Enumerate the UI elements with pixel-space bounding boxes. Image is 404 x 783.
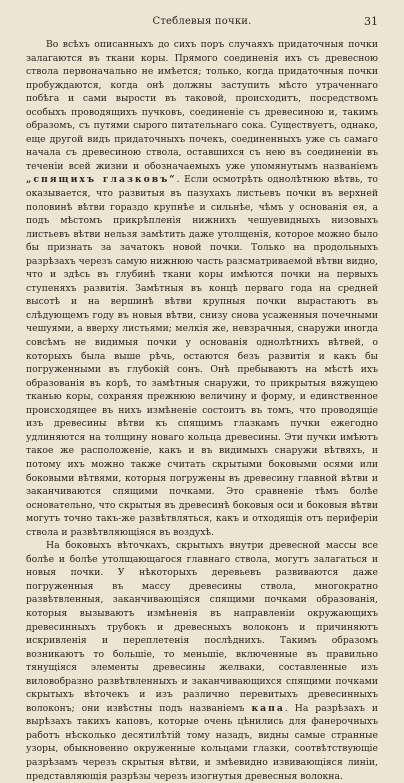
paragraph-1-text-end: . Если осмотрѣть однолѣтнюю вѣтвь, то оказывается, что развитыя въ пазухахъ листьевъ почки въ верхней половинѣ вѣтви гораздо крупнѣе и сильнѣе, чѣмъ у основанія ея, а подъ мѣстомъ прикрѣпленія нижнихъ чешуевидныхъ низовыхъ листьевъ вѣтви нельзя замѣтить даже утолщенія, которое можно было бы признать за зачатокъ новой почки. Только на продольныхъ разрѣзахъ черезъ самую нижнюю часть разсматриваемой вѣтви видно, что и здѣсь въ глубинѣ ткани коры имѣются почки на первыхъ ступеняхъ развитія. Замѣтныя въ концѣ перваго года на средней высотѣ и на вершинѣ вѣтви крупныя почки вырастаютъ въ слѣдующемъ году въ новыя вѣтви, снизу снова усаженныя почечными чешуями, а вверху листьями; мелкія же, невзрачныя, снаружи иногда совсѣмъ не видимыя почки у основанія однолѣтнихъ вѣтвей, о которыхъ была выше рѣчь, остаются безъ развитія и какъ бы погруженными въ глубокій сонъ. Онѣ пребываютъ на мѣстѣ ихъ образованія въ корѣ, то замѣтныя снаружи, то прикрытыя вяжущею тканью коры, сохраняя прежнюю величину и форму, и единственное происходящее въ нихъ измѣненіе состоитъ въ томъ, что проводящіе изъ древесины вѣтви къ спящимъ глазкамъ пучки ежегодно удлиняются на толщину новаго кольца древесины. Эти пучки имѣютъ такое же расположеніе, какъ и въ видимыхъ снаружи вѣтвяхъ, и потому ихъ можно также считать скрытыми боковыми осями или боковыми вѣтвями, которыя погружены въ древесину главной вѣтви и заканчиваются спящими почками. Это сравненіе тѣмъ болѣе основательно, что скрытыя въ древесинѣ боковыя оси и боковыя вѣтви могутъ точно такъ-же развѣтвляться, какъ и отходящія отъ периферіи ствола и развѣтвляющіяся въ воздухѣ.: [26, 174, 379, 538]
running-title: Стеблевыя почки.: [152, 16, 252, 27]
paragraph-2-emphasis: капа: [251, 702, 285, 714]
paragraph-2-text-start: На боковыхъ вѣточкахъ, скрытыхъ внутри древесной массы все болѣе и болѣе утолщающагося главнаго ствола, могутъ залагаться и новыя почки. У нѣкоторыхъ деревьевъ развиваются даже погруженныя въ массу древесины ствола, многократно развѣтвленныя, заканчивающіяся спящими почками образованія, которыя вызываютъ измѣненія въ направленіи окружающихъ древесинныхъ трубокъ и древесныхъ волоконъ и причиняютъ искривленія и переплетенія послѣднихъ. Такимъ образомъ возникаютъ то большіе, то меньшіе, включенные въ правильно тянущіяся элементы древесины желваки, составленные изъ виловобразно развѣтвленныхъ и заканчивающихся спящими почками скрытыхъ вѣточекъ и изъ различно перевитыхъ древесинныхъ волоконъ; они извѣстны подъ названіемъ: [26, 540, 378, 714]
page-number: 31: [364, 15, 378, 28]
paragraph-1: [26, 38, 378, 539]
page-header: [26, 14, 378, 32]
paragraph-2-text-end: . На разрѣзахъ и вырѣзахъ такихъ каповъ, которые очень цѣнились для фанерочныхъ работъ нѣсколько десятилѣтій тому назадъ, видны самые странные узоры, обыкновенно окруженные кольцами глазки, соотвѣтствующіе разрѣзамъ черезъ скрытыя вѣтви, и змѣевидно извивающіяся линіи, представляющія разрѣзы черезъ изогнутыя древесныя волокна.: [26, 702, 378, 782]
paragraph-2: [26, 539, 378, 783]
body-text: [26, 38, 378, 783]
paragraph-1-emphasis: „спящихъ глазковъ“: [26, 174, 177, 186]
paragraph-1-text-start: Во всѣхъ описанныхъ до сихъ поръ случаяхъ придаточныя почки залагаются въ ткани коры. Прямого соединенія ихъ съ древесною ствола первоначально не имѣется; только, когда придаточныя почки пробуждаются, когда онѣ должны заступить мѣсто утраченнаго побѣга и сами вырости въ таковой, происходитъ, посредствомъ особыхъ проводящихъ пучковъ, соединеніе съ древесиною и, такимъ образомъ, съ путями сырого питательнаго сока. Существуетъ, однако, еще другой видъ придаточныхъ почекъ, соединенныхъ уже съ самаго начала съ древесиною ствола, оставшихся съ нею въ соединеніи въ теченіи всей жизни и обозначаемыхъ уже упомянутымъ названіемъ: [26, 39, 378, 172]
